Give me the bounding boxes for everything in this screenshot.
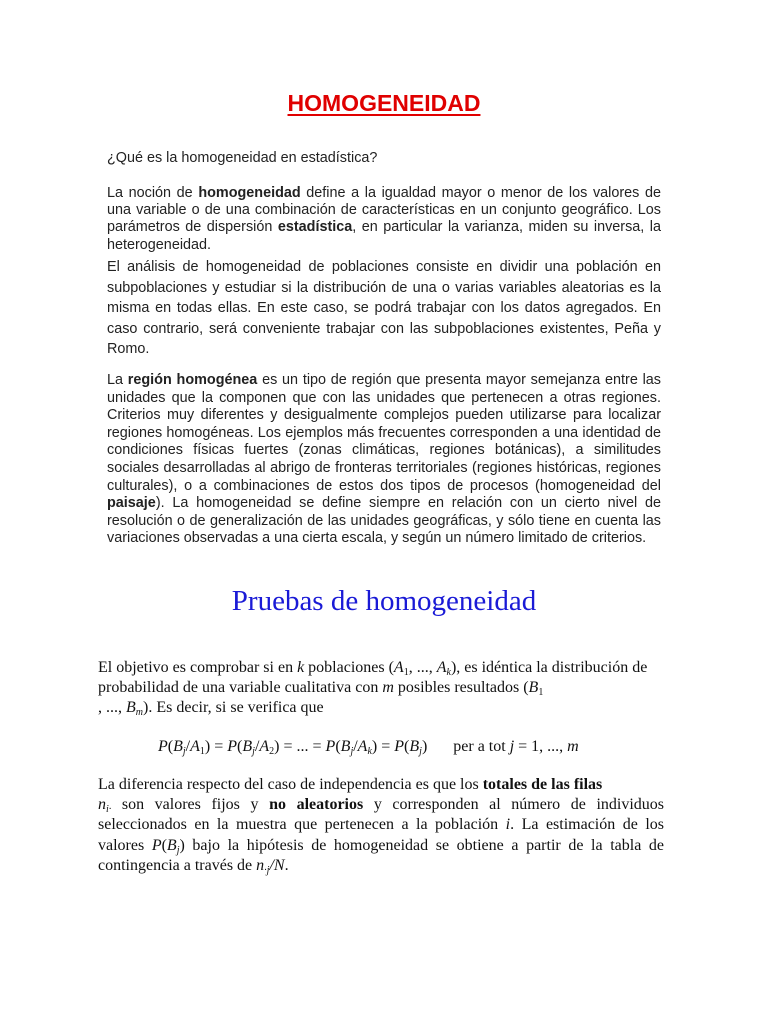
text: son valores fijos y <box>111 796 270 814</box>
paragraph-difference <box>98 775 664 876</box>
var: n <box>256 856 265 874</box>
bold-term: homogeneidad <box>198 185 301 201</box>
text: / <box>269 856 274 874</box>
paragraph-region <box>107 372 661 548</box>
bold-term: región homogénea <box>127 372 258 388</box>
sub: k <box>446 667 451 678</box>
sub: 1 <box>538 687 544 698</box>
var: j <box>509 738 515 755</box>
text: ). Es decir, si se verifica que <box>143 699 324 716</box>
question-line: ¿Qué es la homogeneidad en estadística? <box>107 150 378 166</box>
sub: 1 <box>403 667 409 678</box>
var: B <box>166 836 177 854</box>
var: A <box>436 659 447 676</box>
paragraph-definition <box>107 185 661 254</box>
text: La diferencia respecto del caso de independencia es que los <box>98 776 483 793</box>
text: y corresponden al número de individuos seleccionados en la muestra que pertenecen a la población <box>98 796 665 834</box>
text: . La estimación de los valores <box>98 816 664 854</box>
bold-term: estadística <box>277 219 353 236</box>
text: ) bajo la hipótesis de homogeneidad se obtiene a partir de la tabla de contingencia a través de <box>98 836 665 874</box>
text: define a la igualdad mayor o menor de los valores de una variable o de una combinación de características en un conjunto geográfico. Los parámetros de dispersión <box>107 185 661 236</box>
text: . <box>284 856 289 874</box>
var: N <box>273 856 285 874</box>
bold-term: paisaje <box>107 495 156 512</box>
text: , en particular la varianza, miden su inversa, la heterogeneidad. <box>107 219 661 253</box>
sub: ·j <box>264 864 270 876</box>
text: ). La homogeneidad se define siempre en relación con un cierto nivel de resolución o de generalización de las unidades geográficas, y sólo tiene en cuenta las variaciones observadas a una cierta escala, y según un número limitado de criterios. <box>107 495 661 547</box>
var: k <box>297 659 305 676</box>
var: P <box>151 836 162 854</box>
var: n <box>98 796 106 814</box>
text: , ..., <box>408 659 437 676</box>
text: , ..., <box>98 699 126 716</box>
text: ( <box>161 836 167 854</box>
text: es un tipo de región que presenta mayor semejanza entre las unidades que la componen que con las unidades que pertenecen a otras regiones. Criterios muy diferentes y desigualmente complejos pueden utilizarse para localizar regiones homogéneas. Los ejemplos más frecuentes corresponden a una identidad de condiciones físicas fuertes (zonas climáticas, regiones botánicas), a similitudes sociales desarrolladas al abrigo de fronteras territoriales (regiones históricas, regiones culturales), o a combinaciones de estos dos tipos de procesos (homogeneidad del <box>107 372 661 494</box>
var: B <box>528 679 539 696</box>
var: i <box>505 816 511 834</box>
sub: j <box>176 844 180 856</box>
paragraph-objective <box>98 658 664 718</box>
paragraph-analysis: El análisis de homogeneidad de poblaciones consiste en dividir una población en subpoblaciones y estudiar si la distribución de una o varias variables aleatorias es la misma en todas ellas. En este caso, se podrá trabajar con los datos agregados. En caso contrario, será conveniente trabajar con las subpoblaciones existentes, Peña y Romo. <box>107 259 661 357</box>
var: m <box>567 738 579 755</box>
text: ), es idéntica la distribución de probabilidad de una variable cualitativa con <box>98 659 648 696</box>
document-title: HOMOGENEIDAD <box>287 90 481 116</box>
sub: i· <box>106 804 112 816</box>
text: posibles resultados ( <box>393 679 529 696</box>
var: A <box>393 659 404 676</box>
var: m <box>382 679 394 696</box>
section-title: Pruebas de homogeneidad <box>231 585 537 617</box>
text: = 1, ..., <box>514 738 568 755</box>
sub: m <box>135 707 144 718</box>
text: La <box>107 372 128 388</box>
text: poblaciones ( <box>304 659 394 676</box>
bold-term: no aleatorios <box>269 796 364 814</box>
bold-term: totales de las filas <box>482 776 603 793</box>
var: B <box>126 699 136 716</box>
formula-suffix: per a tot <box>453 738 510 755</box>
text: El objetivo es comprobar si en <box>98 659 298 676</box>
formula-line: $P(B_j/A_1) = P(B_j/A_2)$ = ... = $P(B_j/A_k) = P(B_j)$ per a tot j = 1, ..., m <box>158 738 579 757</box>
text: La noción de <box>107 185 199 201</box>
